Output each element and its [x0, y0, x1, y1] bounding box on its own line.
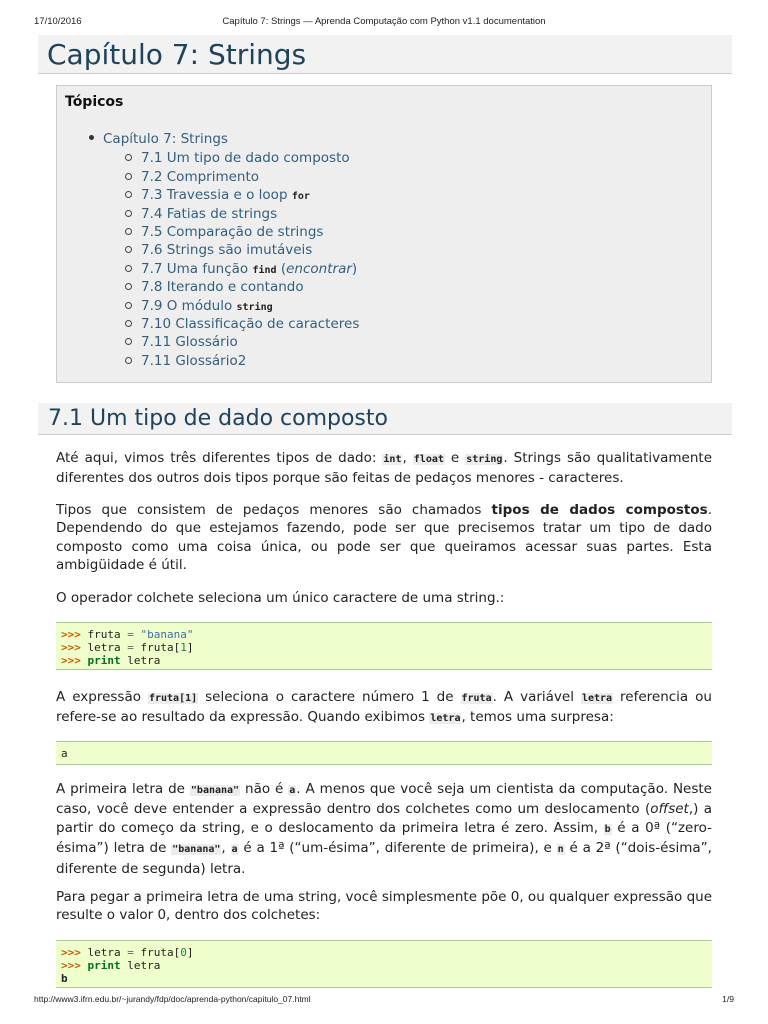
print-page-number: 1/9 — [722, 994, 734, 1004]
toc-link[interactable]: 7.2 Comprimento — [141, 168, 260, 185]
toc-link[interactable]: 7.9 O módulo string — [141, 297, 273, 314]
paragraph-3: O operador colchete seleciona um único caractere de uma string.: — [56, 590, 505, 606]
toc-item-7-11 — [123, 332, 359, 350]
topics-box — [56, 85, 712, 383]
code-block-1 — [56, 622, 712, 670]
toc-item-7-4 — [123, 204, 359, 222]
code-output: a — [61, 747, 68, 760]
toc-list — [87, 128, 359, 369]
toc-item-7-1 — [123, 148, 359, 166]
code-line: >>> fruta = "banana" — [61, 628, 194, 641]
print-header — [34, 16, 734, 30]
code-line: >>> letra = fruta[1] — [61, 641, 194, 654]
print-url: http://www3.ifrn.edu.br/~jurandy/fdp/doc/aprenda-python/capitulo_07.html — [34, 994, 311, 1004]
toc-item-7-6 — [123, 240, 359, 258]
toc-link[interactable]: 7.1 Um tipo de dado composto — [141, 150, 350, 167]
toc-item-7-3 — [123, 185, 359, 203]
toc-link-chapter[interactable]: Capítulo 7: Strings — [103, 131, 228, 147]
toc-item-7-2 — [123, 167, 359, 185]
toc-link[interactable]: 7.3 Travessia e o loop for — [141, 187, 310, 204]
paragraph-2: Tipos que consistem de pedaços menores são chamados tipos de dados compostos. Dependendo do que estejamos fazendo, pode ser que precisemos tratar um tipo de dado composto como uma coisa única, ou pode ser que queiramos acessar suas partes. Esta ambigüidade é útil. — [56, 502, 712, 574]
chapter-title: Capítulo 7: Strings — [38, 35, 732, 74]
toc-code: for — [291, 191, 310, 203]
paragraph-6: Para pegar a primeira letra de uma string, você simplesmente põe 0, ou qualquer expressão que resulte o valor 0, dentro dos colchetes: — [56, 889, 712, 924]
toc-item-7-9 — [123, 296, 359, 314]
topics-title: Tópicos — [65, 94, 124, 110]
paragraph-5: A primeira letra de "banana" não é a. A menos que você seja um cientista da computação. Neste caso, você deve entender a expressão dentro dos colchetes como um deslocamento (offset,) a partir do começo da string, e o deslocamento da primeira letra é zero. Assim, b é a 0ª (“zero-ésima”) letra de "banana", a é a 1ª (“um-ésima”, diferente de primeira), e n é a 2ª (“dois-ésima”, diferente de segunda) letra. — [56, 781, 712, 877]
toc-link[interactable]: 7.7 Uma função find (encontrar) — [141, 260, 358, 277]
code-block-2 — [56, 741, 712, 765]
toc-link[interactable]: 7.11 Glossário2 — [141, 352, 247, 369]
toc-link[interactable]: 7.6 Strings são imutáveis — [141, 242, 313, 259]
print-footer — [34, 994, 734, 1008]
toc-item-7-8 — [123, 277, 359, 295]
toc-sublist — [103, 148, 359, 369]
paragraph-4: A expressão fruta[1] seleciona o caractere número 1 de fruta. A variável letra referencia ou refere-se ao resultado da expressão. Quando exibimos letra, temos uma surpresa: — [56, 689, 712, 726]
toc-link[interactable]: 7.4 Fatias de strings — [141, 205, 278, 222]
paragraph-1: Até aqui, vimos três diferentes tipos de dado: int, float e string. Strings são qualitativamente diferentes dos outros dois tipos porque são feitas de pedaços menores - caracteres. — [56, 450, 712, 487]
section-title: 7.1 Um tipo de dado composto — [38, 403, 732, 435]
toc-code: string — [236, 301, 273, 313]
code-line: >>> print letra — [61, 959, 161, 972]
print-date: 17/10/2016 — [34, 16, 82, 27]
toc-item-7-10 — [123, 314, 359, 332]
code-block-3 — [56, 940, 712, 988]
toc-link[interactable]: 7.11 Glossário — [141, 334, 238, 351]
toc-code: find — [252, 264, 277, 276]
code-output: b — [61, 972, 68, 985]
toc-link[interactable]: 7.10 Classificação de caracteres — [141, 315, 360, 332]
toc-link[interactable]: 7.5 Comparação de strings — [141, 223, 324, 240]
toc-root-item — [87, 128, 359, 369]
print-doc-title: Capítulo 7: Strings — Aprenda Computação com Python v1.1 documentation — [222, 16, 546, 27]
toc-item-7-11b — [123, 351, 359, 369]
toc-item-7-5 — [123, 222, 359, 240]
code-line: >>> letra = fruta[0] — [61, 946, 194, 959]
toc-link[interactable]: 7.8 Iterando e contando — [141, 279, 304, 296]
toc-item-7-7 — [123, 259, 359, 277]
code-line: >>> print letra — [61, 654, 161, 667]
